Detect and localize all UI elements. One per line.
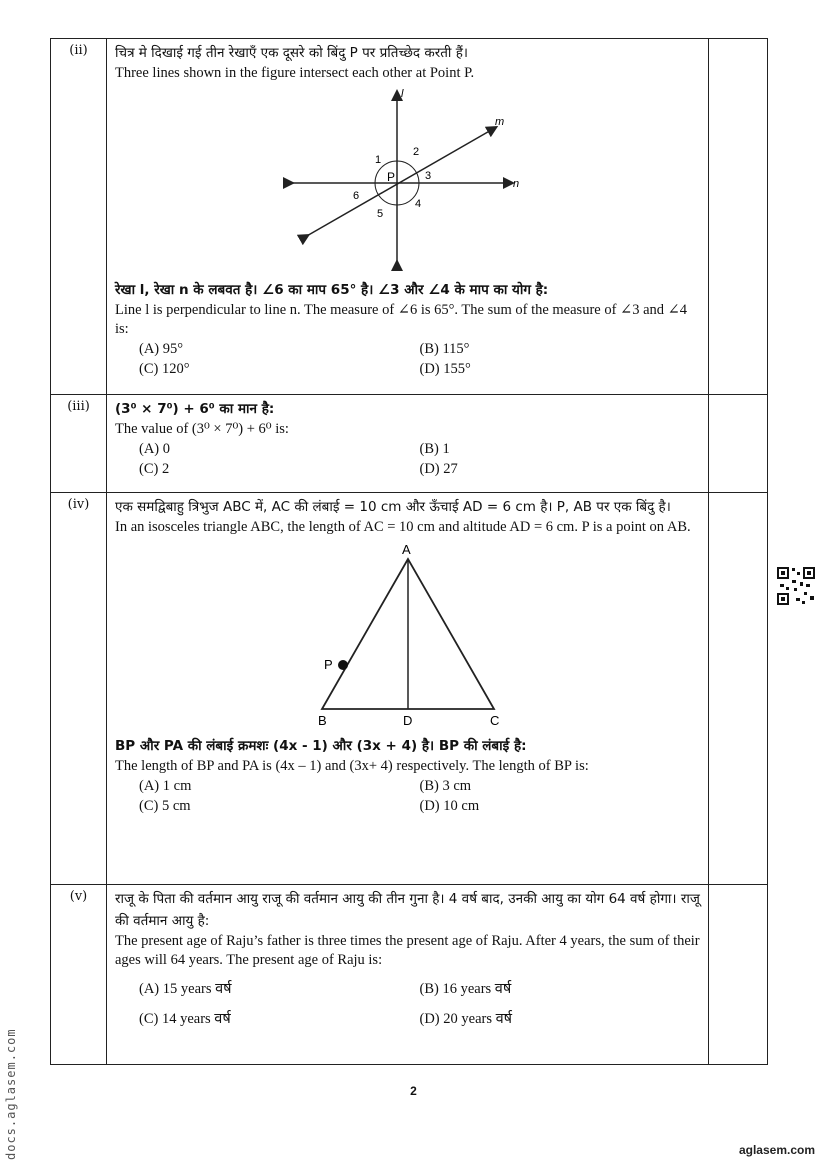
option-a: (A) 1 cm [139,778,192,794]
question-row-iv [51,493,768,885]
marks-cell [709,493,768,885]
option-d: (D) 27 [419,461,458,477]
question-number: (iii) [51,395,107,493]
label-a: A [401,542,411,557]
options [115,339,700,379]
option-a: (A) 15 years वर्ष [139,981,232,997]
lines-figure [115,87,700,275]
question-text-english: In an isosceles triangle ABC, the length of AC = 10 cm and altitude AD = 6 cm. P is a point on AB. [115,519,691,535]
angle-1: 1 [374,154,381,166]
option-c: (C) 120° [139,361,190,377]
option-b: (B) 3 cm [419,778,472,794]
label-d: D [402,713,412,728]
question-row-iii [51,395,768,493]
angle-5: 5 [376,208,383,220]
question-text-english: Three lines shown in the figure intersect each other at Point P. [115,65,475,81]
question-text-hindi: एक समद्विबाहु त्रिभुज ABC में, AC की लंबाई = 10 cm और ऊँचाई AD = 6 cm है। P, AB पर एक बिंदु है। [115,499,671,515]
options [115,776,700,816]
option-a: (A) 95° [139,341,184,357]
label-l: l [400,88,403,100]
option-d: (D) 20 years वर्ष [419,1011,513,1027]
marks-cell [709,395,768,493]
question-table [50,38,768,1065]
question-text-hindi-2: रेखा l, रेखा n के लबवत है। ∠6 का माप 65° है। ∠3 और ∠4 के माप का योग है: [115,282,549,298]
option-c: (C) 14 years वर्ष [139,1011,231,1027]
angle-6: 6 [352,190,359,202]
question-text-hindi-2: BP और PA की लंबाई क्रमशः (4x - 1) और (3x + 4) है। BP की लंबाई है: [115,738,527,754]
question-text-hindi: राजू के पिता की वर्तमान आयु राजू की वर्तमान आयु की तीन गुना है। 4 वर्ष बाद, उनकी आयु का योग 64 वर्ष होगा। राजू की वर्तमान आयु है: [115,891,700,929]
angle-4: 4 [414,198,421,210]
option-d: (D) 10 cm [419,798,480,814]
question-row-ii [51,39,768,395]
question-text-hindi: (3⁰ × 7⁰) + 6⁰ का मान है: [115,401,275,417]
question-body [107,493,709,885]
angle-2: 2 [412,146,419,158]
watermark: docs.aglasem.com [4,1028,18,1160]
question-body [107,395,709,493]
option-b: (B) 1 [419,441,450,457]
qr-code-icon[interactable] [776,566,816,606]
question-number: (ii) [51,39,107,395]
options [115,970,700,1034]
triangle-figure [115,541,700,731]
marks-cell [709,39,768,395]
option-c: (C) 2 [139,461,170,477]
question-number: (v) [51,885,107,1065]
angle-3: 3 [424,170,431,182]
label-c: C [489,713,499,728]
question-text-hindi: चित्र मे दिखाई गई तीन रेखाएँ एक दूसरे को बिंदु P पर प्रतिच्छेद करती हैं। [115,45,469,61]
question-row-v [51,885,768,1065]
question-body [107,39,709,395]
label-b: B [317,713,327,728]
question-text-english-2: The length of BP and PA is (4x – 1) and (3x+ 4) respectively. The length of BP is: [115,758,589,774]
option-b: (B) 16 years वर्ष [419,981,512,997]
question-text-english-2: Line l is perpendicular to line n. The measure of ∠6 is 65°. The sum of the measure of ∠3 and ∠4 is: [115,302,688,337]
question-text-english: The present age of Raju’s father is three times the present age of Raju. After 4 years, the sum of their ages will 64 years. The present age of Raju is: [115,933,700,968]
label-m: m [494,116,504,128]
brand-link[interactable]: aglasem.com [738,1143,815,1157]
question-body [107,885,709,1065]
intersecting-lines-diagram [283,87,533,275]
marks-cell [709,885,768,1065]
question-text-english: The value of (3⁰ × 7⁰) + 6⁰ is: [115,421,289,437]
option-a: (A) 0 [139,441,171,457]
isosceles-triangle-diagram [298,541,518,731]
question-number: (iv) [51,493,107,885]
option-c: (C) 5 cm [139,798,191,814]
options [115,439,700,479]
page-number: 2 [410,1084,417,1098]
label-p: P [323,657,333,672]
point-p [338,660,348,670]
label-n: n [512,178,519,190]
option-b: (B) 115° [419,341,470,357]
option-d: (D) 155° [419,361,471,377]
label-p: P [386,170,395,184]
